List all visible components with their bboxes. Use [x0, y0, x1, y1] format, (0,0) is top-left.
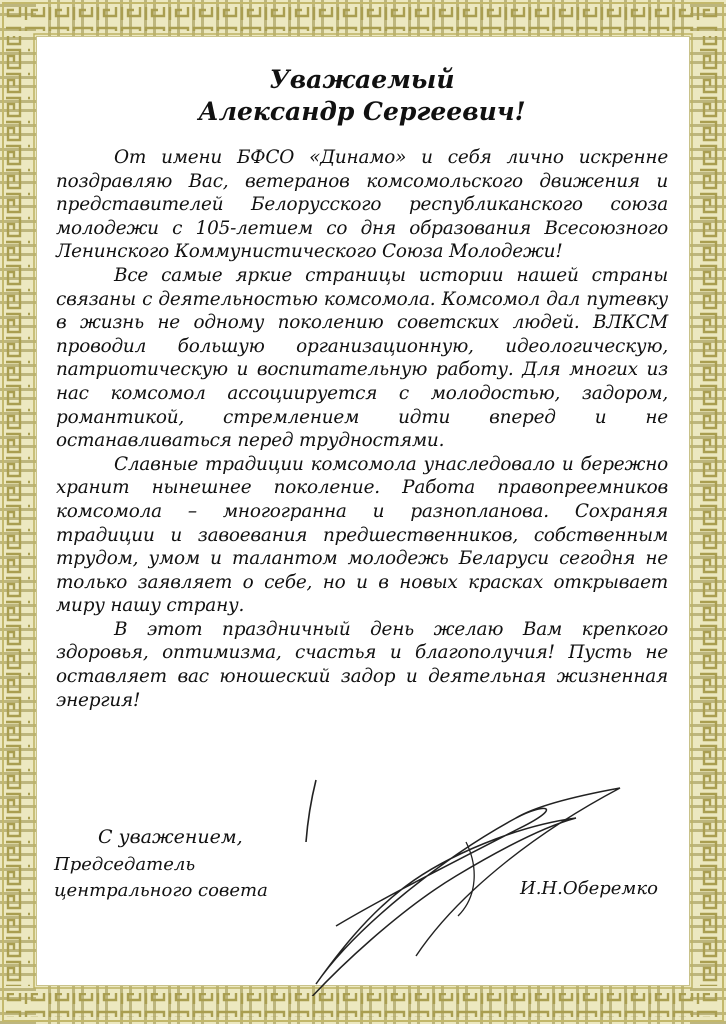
signatory-title-line-2: центрального совета — [54, 880, 268, 901]
border-left — [0, 0, 36, 1024]
border-right — [690, 0, 726, 1024]
border-top — [0, 0, 726, 36]
letter-body — [36, 36, 690, 986]
closing: С уважением, — [98, 826, 243, 848]
paragraph: Все самые яркие страницы истории нашей страны связаны с деятельностью комсомола. Комсомол дал путевку в жизнь не одному поколению советских людей. ВЛКСМ проводил большую организационную, идеологическую, патриотическую и воспитательную работу. Для многих из нас комсомол ассоциируется с молодостью, задором, романтикой, стремлением идти вперед и не останавливаться перед трудностями. — [56, 264, 668, 452]
greeting-line-1: Уважаемый — [269, 65, 455, 94]
signatory-title — [54, 852, 268, 904]
signatory-title-line-1: Председатель — [54, 854, 196, 875]
signatory-name: И.Н.Оберемко — [520, 878, 658, 899]
paragraph: В этот праздничный день желаю Вам крепкого здоровья, оптимизма, счастья и благополучия! Пусть не оставляет вас юношеский задор и деятельная жизненная энергия! — [56, 618, 668, 711]
greeting-line-2: Александр Сергеевич! — [198, 97, 526, 126]
letter-text — [56, 64, 668, 712]
paragraph: Славные традиции комсомола унаследовало и бережно хранит нынешнее поколение. Работа правопреемников комсомола – многогранна и разнопланова. Сохраняя традиции и завоевания предшественников, собственным трудом, умом и талантом молодежь Беларуси сегодня не только заявляет о себе, но и в новых красках открывает миру нашу страну. — [56, 453, 668, 617]
paragraph: От имени БФСО «Динамо» и себя лично искренне поздравляю Вас, ветеранов комсомольского движения и представителей Белорусского республиканского союза молодежи с 105-летием со дня образования Всесоюзного Ленинского Коммунистического Союза Молодежи! — [56, 147, 668, 263]
greeting — [56, 64, 668, 128]
